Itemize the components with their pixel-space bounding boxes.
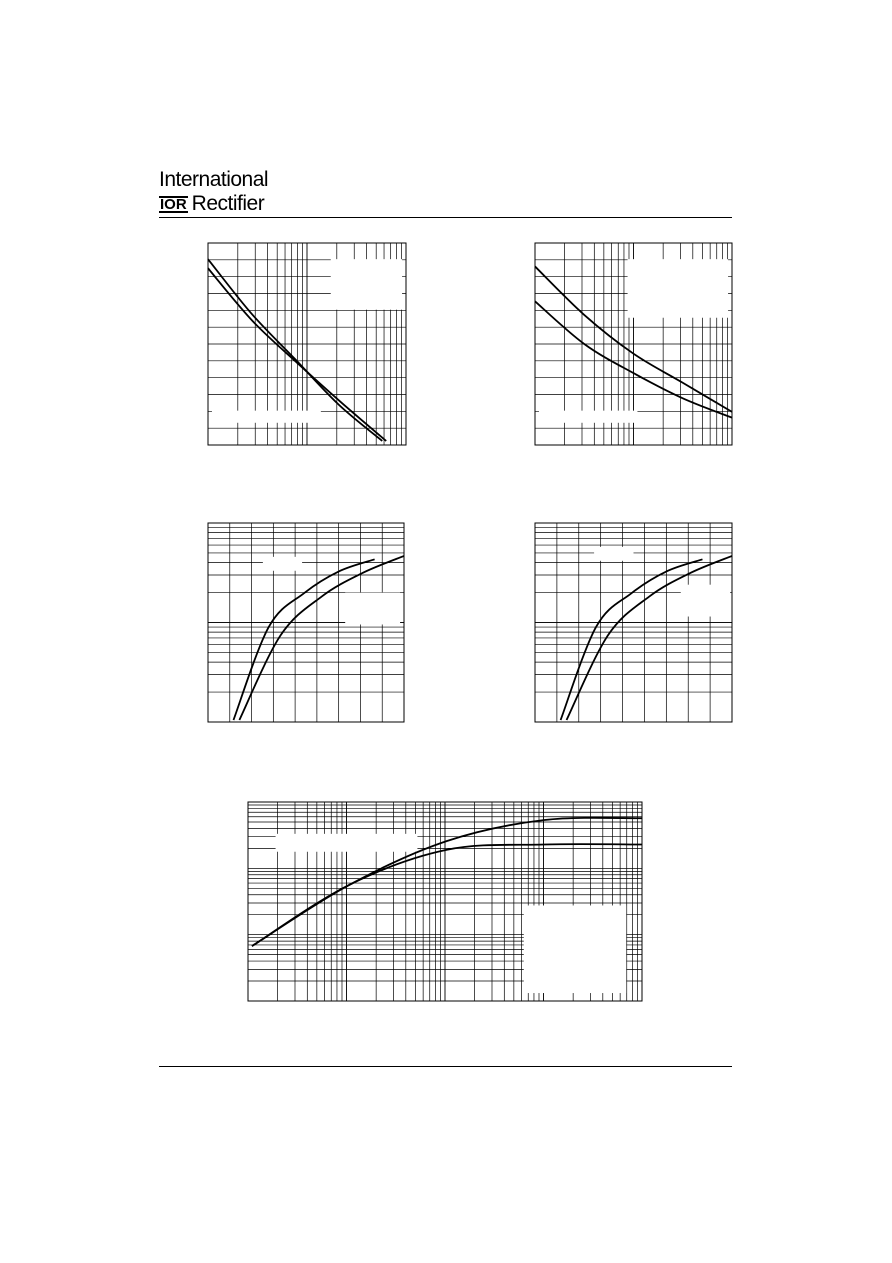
chart-1: [208, 243, 406, 445]
chart-5: [248, 802, 642, 1001]
chart-3: [208, 523, 404, 722]
chart-2: [535, 243, 732, 445]
label-area: [276, 834, 418, 852]
label-area: [263, 557, 302, 571]
company-name-line1: International: [159, 168, 269, 191]
label-area: [331, 259, 402, 310]
company-name-line2: Rectifier: [191, 192, 265, 215]
label-area: [594, 547, 633, 561]
label-area: [681, 585, 730, 617]
label-area: [628, 259, 728, 318]
series-line-curve-a: [561, 559, 703, 720]
logo-mark: IOR: [160, 195, 187, 213]
label-area: [212, 411, 321, 423]
label-area: [345, 593, 400, 625]
label-area: [524, 905, 626, 993]
series-line-curve-a: [233, 559, 374, 720]
label-area: [539, 411, 638, 423]
chart-4: [535, 523, 732, 722]
